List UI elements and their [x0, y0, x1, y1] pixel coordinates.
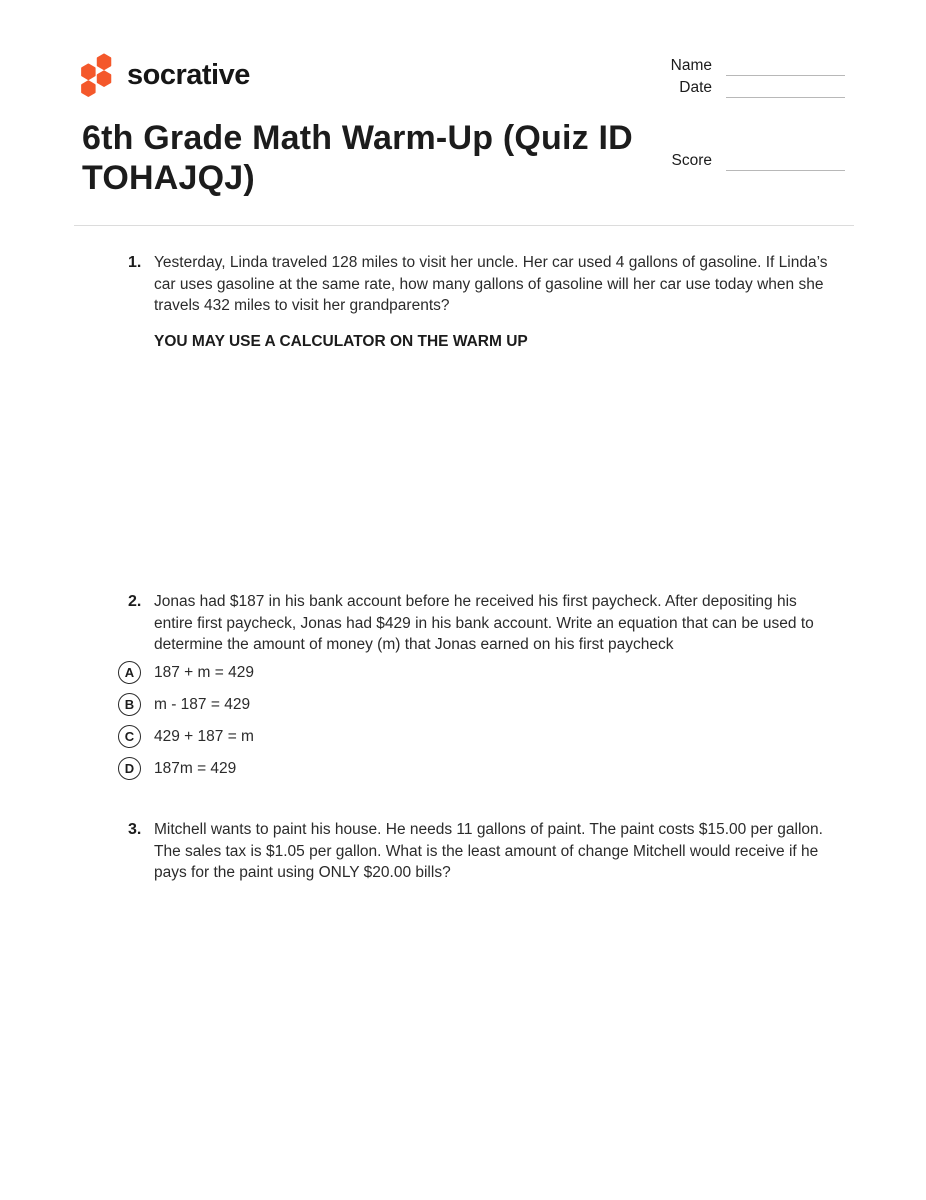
question-1-number: 1.: [128, 254, 142, 271]
question-3: [128, 819, 834, 884]
choice-c-letter: C: [124, 729, 135, 744]
score-blank-line: [726, 153, 845, 171]
question-3-body: [154, 819, 834, 884]
choice-a-bubble: [118, 661, 141, 684]
choice-d-text: 187m = 429: [154, 759, 237, 777]
question-2-body: [154, 591, 834, 656]
socrative-logo: [80, 52, 250, 98]
choice-c-text: 429 + 187 = m: [154, 727, 254, 745]
choice-b-bubble: [118, 693, 141, 716]
choice-b: [118, 693, 254, 716]
date-label: Date: [679, 79, 712, 96]
student-fields: [660, 54, 845, 98]
name-label: Name: [670, 57, 712, 74]
question-3-text: Mitchell wants to paint his house. He needs 11 gallons of paint. The paint costs $15.00 per gallon. The sales tax is $1.05 per gallon. What is the least amount of change Mitchell would receive if he pays for the paint using ONLY $20.00 bills?: [154, 821, 823, 881]
score-fields: [660, 149, 845, 171]
score-label: Score: [671, 152, 712, 169]
date-field: [660, 76, 845, 98]
name-field: [660, 54, 845, 76]
choice-b-letter: B: [124, 697, 135, 712]
question-3-number: 3.: [128, 821, 142, 838]
choice-a-letter: A: [124, 665, 135, 680]
date-blank-line: [726, 80, 845, 98]
choice-a: [118, 661, 254, 684]
choice-a-text: 187 + m = 429: [154, 663, 254, 681]
choice-c: [118, 725, 254, 748]
choice-d: [118, 757, 254, 780]
name-blank-line: [726, 58, 845, 76]
socrative-logo-icon: [80, 53, 112, 98]
header-divider: [74, 225, 854, 226]
choice-b-text: m - 187 = 429: [154, 695, 251, 713]
question-2: [128, 591, 834, 656]
question-1-body: [154, 252, 834, 352]
choice-d-bubble: [118, 757, 141, 780]
brand-name: socrative: [127, 58, 250, 91]
question-1: [128, 252, 834, 352]
question-2-number: 2.: [128, 593, 142, 610]
choice-c-bubble: [118, 725, 141, 748]
calculator-note: YOU MAY USE A CALCULATOR ON THE WARM UP: [154, 332, 528, 350]
choice-d-letter: D: [124, 761, 135, 776]
question-2-text: Jonas had $187 in his bank account before he received his first paycheck. After depositing his entire first paycheck, Jonas had $429 in his bank account. Write an equation that can be used to determine the amount of money (m) that Jonas earned on his first paycheck: [154, 593, 814, 653]
quiz-title: 6th Grade Math Warm-Up (Quiz ID TOHAJQJ): [82, 119, 633, 197]
score-field: [660, 149, 845, 171]
question-2-answer-choices: [118, 661, 254, 789]
question-1-text: Yesterday, Linda traveled 128 miles to visit her uncle. Her car used 4 gallons of gasoline. If Linda’s car uses gasoline at the same rate, how many gallons of gasoline will her car use today when she travels 432 miles to visit her grandparents?: [154, 254, 828, 314]
